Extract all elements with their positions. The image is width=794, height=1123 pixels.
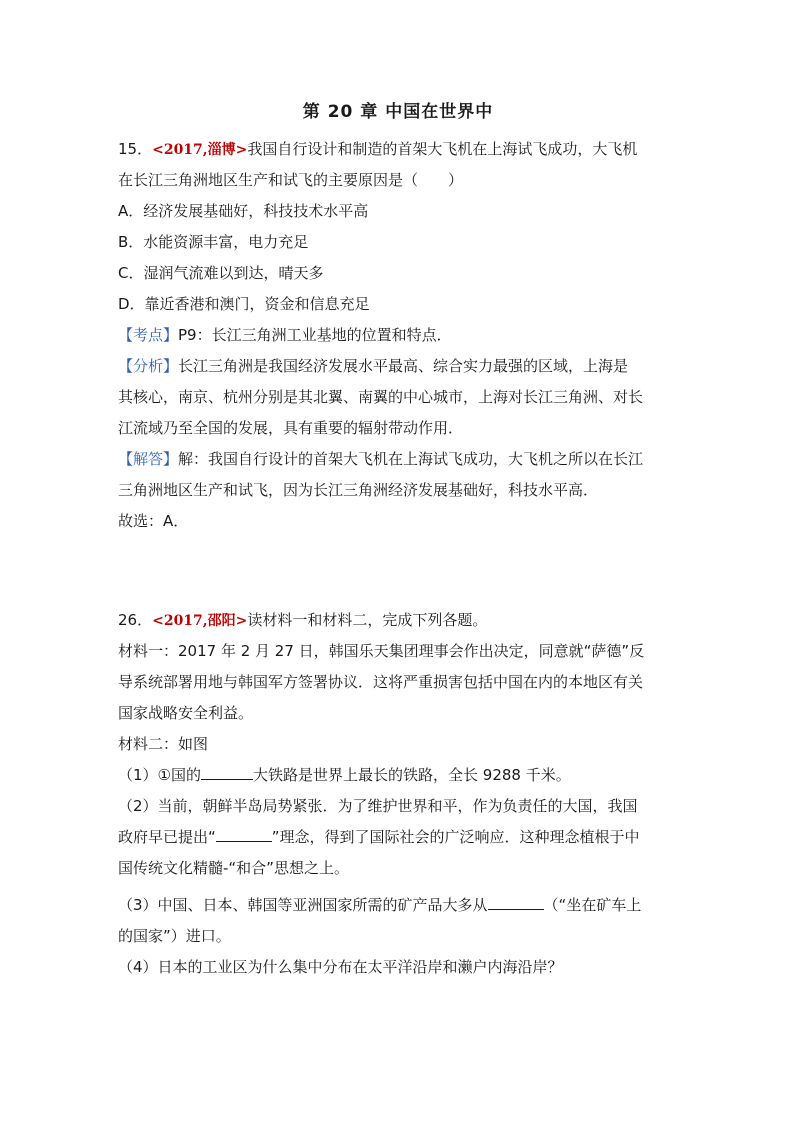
q26-sub3-1b: （“坐在矿车上: [543, 896, 642, 914]
q15-option-a: A．经济发展基础好，科技技术水平高: [118, 202, 369, 220]
chapter-title: 第 20 章 中国在世界中: [302, 102, 494, 122]
q26-number: 26．: [118, 611, 153, 629]
q26-sub2-line-2: [118, 822, 678, 853]
kaodian-tag: 【考点】: [118, 326, 179, 344]
q26-sub3-blank[interactable]: [488, 893, 544, 910]
q15-jieda-line-1: [118, 444, 678, 475]
q26-sub1-a: （1）①国的: [118, 766, 201, 784]
q15-fenxi-line-3: 江流域乃至全国的发展，具有重要的辐射带动作用．: [118, 419, 464, 437]
q26-sub3-1a: （3）中国、日本、韩国等亚洲国家所需的矿产品大多从: [118, 896, 488, 914]
jieda-tag: 【解答】: [118, 450, 179, 468]
q15-source: 2017,淄博: [163, 142, 236, 158]
q26-sub2-line-1: （2）当前，朝鲜半岛局势紧张．为了维护世界和平，作为负责任的大国，我国: [118, 797, 638, 815]
fenxi-tag: 【分析】: [118, 357, 179, 375]
q26-sub2-blank[interactable]: [216, 825, 272, 842]
q15-option-c: C．湿润气流难以到达，晴天多: [118, 264, 324, 282]
q15-answer: 故选：A．: [118, 512, 189, 530]
q26-sub4: （4）日本的工业区为什么集中分布在太平洋沿岸和濑户内海沿岸？: [118, 958, 563, 976]
q15-fenxi-line-1: [118, 351, 678, 382]
q15-stem-line-2: 在长江三角洲地区生产和试飞的主要原因是（ ）: [118, 171, 464, 189]
document-page: [118, 100, 678, 983]
q15-option-b: B．水能资源丰富，电力充足: [118, 233, 309, 251]
q26-sub1-blank[interactable]: [201, 763, 253, 780]
q26-sub3-line-2: 的国家”）进口。: [118, 927, 231, 945]
q26-stem: 读材料一和材料二，完成下列各题。: [247, 611, 488, 629]
q26-material1-line-1: 材料一：2017 年 2 月 27 日，韩国乐天集团理事会作出决定，同意就“萨德”反: [118, 642, 645, 660]
q26-sub3-line-1: [118, 890, 678, 921]
q26-sub2-2b: ”理念，得到了国际社会的广泛响应．这种理念植根于中: [271, 828, 640, 846]
q26-source: 2017,邵阳: [163, 613, 236, 629]
jieda-text-1: 解：我国自行设计的首架大飞机在上海试飞成功，大飞机之所以在长江: [178, 450, 644, 468]
q26-stem-line: [118, 605, 678, 636]
q26-material1-line-3: 国家战略安全利益。: [118, 704, 254, 722]
q15-option-d: D．靠近香港和澳门，资金和信息充足: [118, 295, 370, 313]
q15-stem-line-1: [118, 134, 678, 165]
q26-sub2-line-3: 国传统文化精髓-“和合”思想之上。: [118, 859, 349, 877]
q15-jieda-line-2: 三角洲地区生产和试飞，因为长江三角洲经济发展基础好，科技水平高．: [118, 481, 599, 499]
q26-sub1-b: 大铁路是世界上最长的铁路，全长 9288 千米。: [253, 766, 571, 784]
q15-source-open: <: [152, 142, 164, 158]
q26-material1-line-2: 导系统部署用地与韩国军方签署协议．这将严重损害包括中国在内的本地区有关: [118, 673, 644, 691]
q26-sub1: [118, 760, 678, 791]
q15-source-close: >: [235, 142, 248, 158]
q26-material2: 材料二：如图: [118, 735, 209, 753]
spacer: [118, 537, 678, 599]
q15-fenxi-line-2: 其核心，南京、杭州分别是其北翼、南翼的中心城市，上海对长江三角洲、对长: [118, 388, 644, 406]
q15-kaodian: [118, 320, 678, 351]
q15-stem-1: 我国自行设计和制造的首架大飞机在上海试飞成功，大飞机: [247, 140, 638, 158]
q26-source-close: >: [235, 613, 248, 629]
kaodian-text: P9：长江三角洲工业基地的位置和特点．: [178, 326, 452, 344]
fenxi-text-1: 长江三角洲是我国经济发展水平最高、综合实力最强的区域，上海是: [178, 357, 629, 375]
q15-number: 15．: [118, 140, 153, 158]
q26-source-open: <: [152, 613, 164, 629]
q26-sub2-2a: 政府早已提出“: [118, 828, 216, 846]
